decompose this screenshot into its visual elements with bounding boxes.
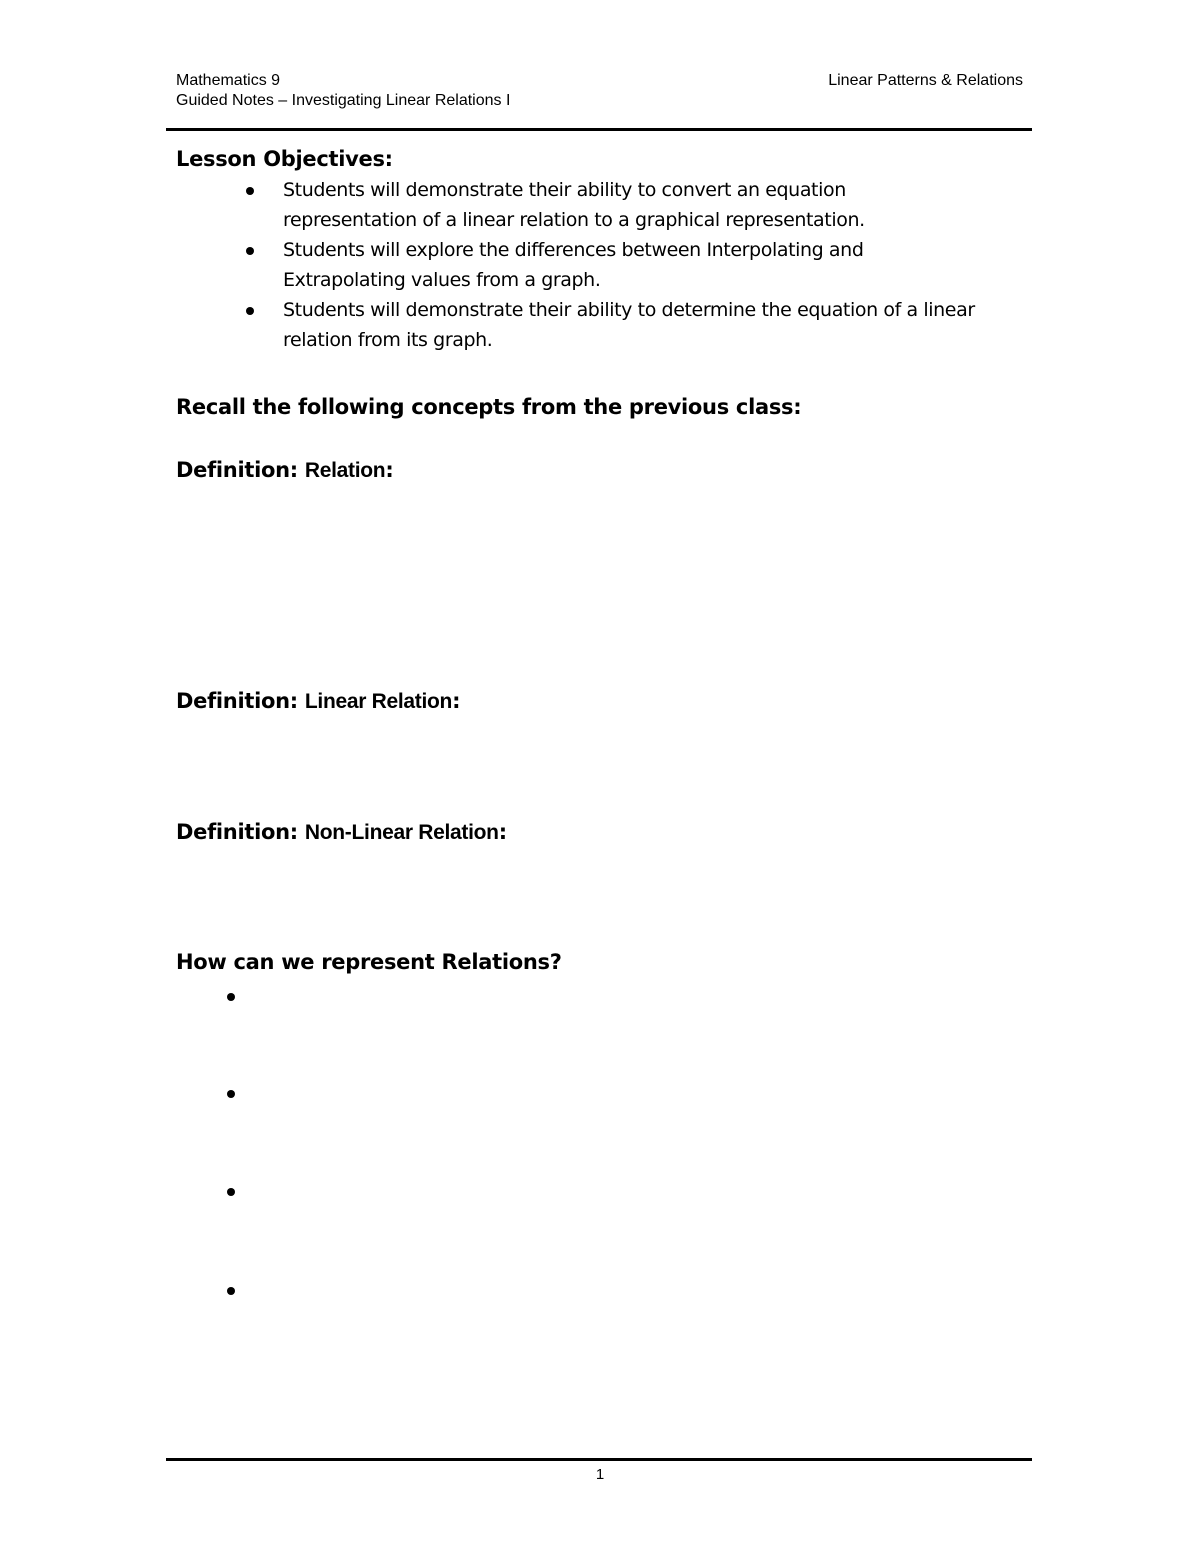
footer-rule	[166, 1458, 1032, 1461]
definition-prefix: Definition:	[176, 689, 305, 713]
blank-bullet	[227, 1188, 235, 1196]
objective-3-line-1: Students will demonstrate their ability to determine the equation of a linear	[283, 299, 975, 321]
objectives-heading: Lesson Objectives:	[176, 147, 393, 171]
definition-term: Relation	[304, 459, 386, 482]
objective-1-line-1: Students will demonstrate their ability to convert an equation	[283, 179, 846, 201]
definition-suffix: :	[385, 458, 394, 482]
objective-bullet	[246, 187, 254, 195]
objective-1-line-2: representation of a linear relation to a graphical representation.	[283, 209, 865, 231]
objective-bullet	[246, 307, 254, 315]
definition-suffix: :	[498, 820, 507, 844]
objective-2-line-1: Students will explore the differences between Interpolating and	[283, 239, 864, 261]
definition-prefix: Definition:	[176, 458, 305, 482]
blank-bullet	[227, 1090, 235, 1098]
definition-term: Non-Linear Relation	[304, 821, 499, 844]
definition-linear-relation	[176, 688, 460, 715]
definition-prefix: Definition:	[176, 820, 305, 844]
definition-term: Linear Relation	[304, 690, 453, 713]
represent-heading: How can we represent Relations?	[176, 950, 562, 974]
definition-suffix: :	[452, 689, 461, 713]
objective-3-line-2: relation from its graph.	[283, 329, 493, 351]
objective-2-line-2: Extrapolating values from a graph.	[283, 269, 601, 291]
blank-bullet	[227, 993, 235, 1001]
page-number: 1	[595, 1466, 605, 1483]
recall-heading: Recall the following concepts from the previous class:	[176, 395, 802, 419]
blank-bullet	[227, 1287, 235, 1295]
objective-bullet	[246, 247, 254, 255]
header-rule	[166, 128, 1032, 131]
header-unit: Linear Patterns & Relations	[828, 72, 1023, 89]
header-course: Mathematics 9	[176, 72, 281, 89]
definition-non-linear-relation	[176, 819, 507, 846]
header-subtitle: Guided Notes – Investigating Linear Relations I	[176, 92, 511, 109]
definition-relation	[176, 457, 393, 484]
